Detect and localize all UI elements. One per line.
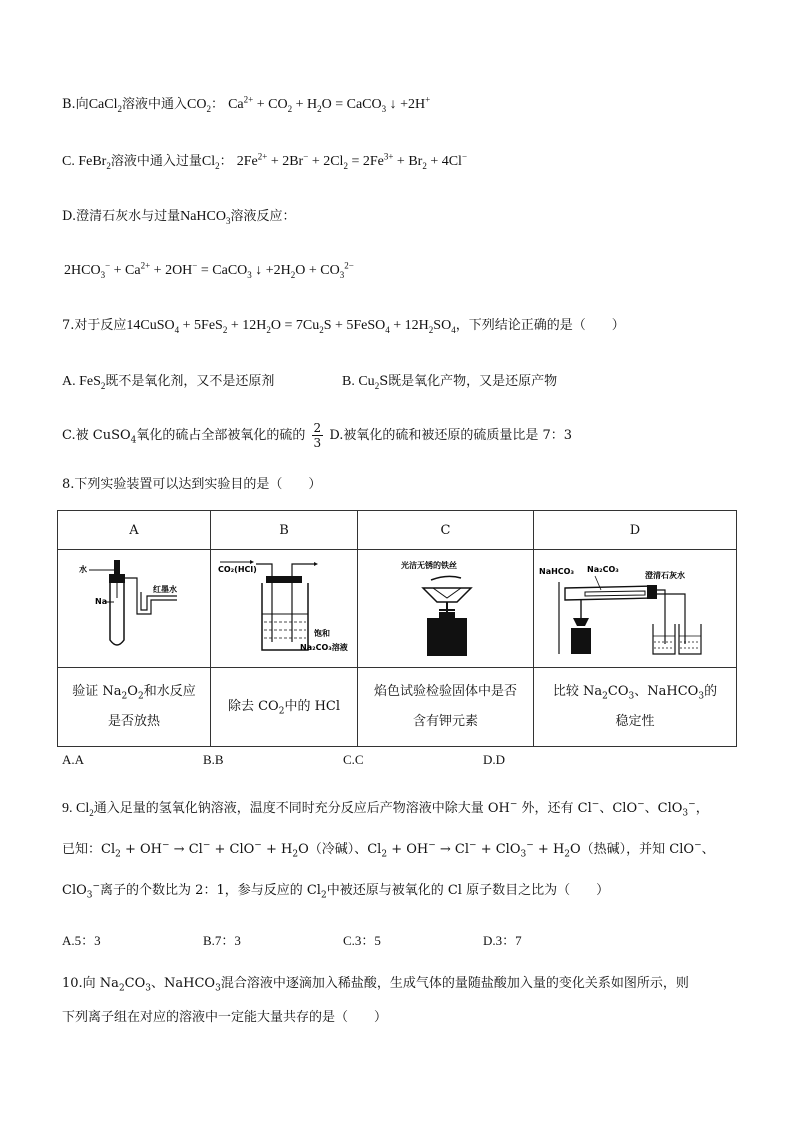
apparatus-c: [358, 550, 534, 668]
q7-stem: 7.对于反应14CuSO$_4$ + $5FeS_2 + 12H_2O = 7Cu_2S$ + 5FeSO$_4$ + $12H_2SO_4$，下列结论正确的是（ ）: [62, 318, 625, 335]
purpose-d: 比较 $Na_2CO_3$、NaHCO$_3$的 稳定性: [534, 668, 737, 747]
q9-line-1: 9. $Cl_2$通入足量的氢氧化钠溶液，温度不同时充分反应后产物溶液中除大量 OH− 外，还有 Cl−、ClO−、ClO$_3$−，: [62, 799, 709, 819]
q6-option-d: D.澄清石灰水与过量NaHCO$_3$溶液反应：: [62, 209, 296, 226]
svg-text:CO₂(HCl): CO₂(HCl): [217, 564, 257, 574]
q9-option-a: A.5：3: [62, 933, 101, 948]
equation: $Ca^{2+} + CO_2 + H_2O$ = CaCO$_3$ ↓ +2H+: [228, 94, 431, 114]
header-c: C: [358, 511, 534, 550]
svg-text:Na₂CO₃溶液: Na₂CO₃溶液: [299, 642, 348, 652]
svg-text:水: 水: [79, 564, 87, 574]
purpose-c: 焰色试验检验固体中是否 含有钾元素: [358, 668, 534, 747]
q9-option-d: D.3：7: [483, 933, 522, 948]
q10-line-2: 下列离子组在对应的溶液中一定能大量共存的是（ ）: [62, 1010, 388, 1025]
q7-option-c: C.被 CuSO$_4$氧化的硫占全部被氧化的硫的 $\frac{2}{3}$ D.被氧化的硫和被还原的硫质量比是 7：3: [62, 421, 573, 450]
q8-option-b: B.B: [203, 752, 224, 767]
q8-option-c: C.C: [343, 752, 364, 767]
q9-option-c: C.3：5: [343, 933, 381, 948]
q10-line-1: 10.向 $Na_2CO_3$、NaHCO$_3$混合溶液中逐滴加入稀盐酸，生成气体的量随盐酸加入量的变化关系如图所示，则: [62, 976, 689, 994]
purpose-a: 验证 $Na_2O_2$和水反应 是否放热: [58, 668, 211, 747]
svg-text:Na₂CO₃: Na₂CO₃: [587, 564, 619, 574]
thermal-stability-apparatus-icon: [535, 552, 735, 662]
test-tube-apparatus-icon: [59, 552, 209, 662]
equation: $2Fe^{2+} + 2Br^- + 2Cl_2 = 2Fe^{3+} + Br_2 + 4Cl^-$: [236, 151, 468, 171]
experiment-table: [57, 510, 737, 747]
q9-option-b: B.7：3: [203, 933, 241, 948]
svg-text:澄清石灰水: 澄清石灰水: [645, 570, 685, 580]
apparatus-d: [534, 550, 737, 668]
q6-option-c: C. FeBr$_2$溶液中通入过量$Cl_2$： $2Fe^{2+} + 2Br^- + 2Cl_2 = 2Fe^{3+} + Br_2 + 4Cl^-$: [62, 151, 468, 171]
header-d: D: [534, 511, 737, 550]
fraction: $\frac{2}{3}$: [313, 421, 322, 450]
q8-stem: 8.下列实验装置可以达到实验目的是（ ）: [62, 477, 322, 492]
svg-text:红墨水: 红墨水: [153, 584, 177, 594]
q9-line-2: 已知：$Cl_2 + OH^- \to Cl^- + ClO^- + H_2O$（冷碱）、$Cl_2 + OH^- \to Cl^- + ClO_3^- + H_2O$（热碱），并知 ClO−、: [62, 840, 715, 860]
apparatus-a: [58, 550, 211, 668]
q9-line-3: ClO$_3$−离子的个数比为 2：1，参与反应的 $Cl_2$中被还原与被氧化的 Cl 原子数目之比为（ ）: [62, 881, 610, 901]
svg-text:NaHCO₃: NaHCO₃: [539, 566, 574, 576]
q7-option-a: A. FeS$_2$既不是氧化剂，又不是还原剂: [62, 374, 275, 391]
svg-text:Na: Na: [95, 596, 108, 606]
svg-text:光洁无锈的铁丝: 光洁无锈的铁丝: [400, 560, 457, 570]
q7-option-d: D.被氧化的硫和被还原的硫质量比是 7：3: [329, 428, 573, 443]
apparatus-b: [211, 550, 358, 668]
gas-washing-bottle-icon: [212, 552, 357, 662]
q6-option-b: B.向CaCl$_2$溶液中通入$CO_2$： $Ca^{2+} + CO_2 + H_2O$ = CaCO$_3$ ↓ +2H+: [62, 94, 431, 114]
header-a: A: [58, 511, 211, 550]
q7-option-b: B. $Cu_2S$既是氧化产物，又是还原产物: [342, 374, 558, 391]
header-b: B: [211, 511, 358, 550]
flame-test-apparatus-icon: [361, 552, 531, 662]
q6-option-d-equation: $2HCO_3^- + Ca^{2+} + 2OH^-$ = CaCO$_3$ ↓ $+2H_2O + CO_3^{2-}$: [64, 260, 354, 280]
purpose-b: 除去 $CO_2$中的 HCl: [211, 668, 358, 747]
q8-option-d: D.D: [483, 752, 506, 767]
q8-option-a: A.A: [62, 752, 85, 767]
svg-text:饱和: 饱和: [313, 628, 330, 638]
